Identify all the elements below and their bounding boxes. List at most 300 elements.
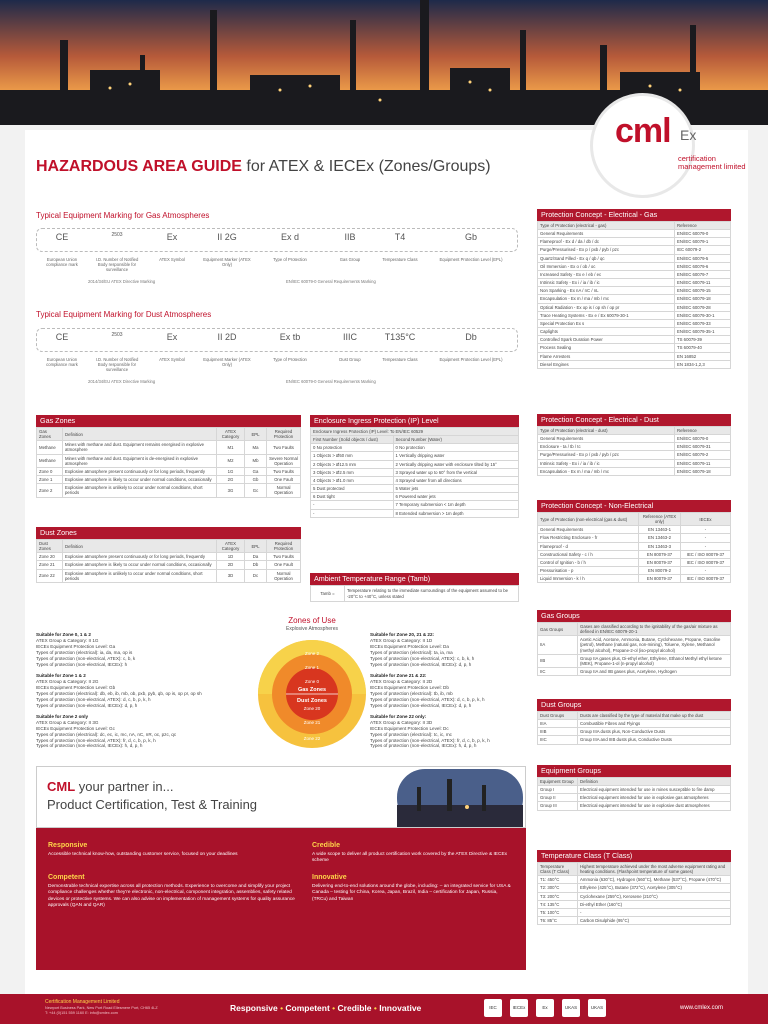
ip-cell: 6 Powered water jets: [393, 493, 518, 501]
innovative-heading: Innovative: [312, 874, 347, 881]
dust-groups-panel: [537, 699, 731, 745]
marking-symbol: Ex d: [280, 232, 299, 242]
logo-subtitle: certification management limited: [678, 154, 746, 172]
ip-row: [311, 452, 519, 460]
temp-class-table: [537, 862, 731, 925]
ring-label: Zone 22: [303, 736, 321, 741]
gas-groups-cell: Group IIA and IIB gases plus, Acetylene, Hydrogen: [578, 668, 731, 676]
zone-suitability-block: [36, 714, 246, 750]
footer-address-line: Newport Business Park, New Port Road Ellesmere Port, CH65 4LZ: [45, 1006, 158, 1010]
ip-cell: 8 Extended submersion > 1m depth: [393, 509, 518, 517]
gas-groups-col: Gas Groups: [538, 623, 578, 636]
pc-dust-row: [538, 467, 731, 475]
marking-item: [264, 232, 316, 263]
ip-subheading: Enclosure Ingress Protection (IP) Level: To EN/IEC 60529: [311, 428, 519, 436]
dust-zones-cell: Normal Operation: [267, 569, 301, 582]
dust-zones-cell: Da: [245, 553, 267, 561]
marking-symbol: Ex: [166, 232, 178, 242]
ambient-table: [310, 585, 519, 602]
cta-line2: Product Certification, Test & Training: [47, 797, 258, 812]
equip-groups-cell: Electrical equipment intended for use in explosive gas atmospheres: [578, 794, 731, 802]
equip-groups-panel: [537, 765, 731, 811]
gas-zones-cell: Methane: [37, 441, 63, 454]
temp-class-cell: Carbon Disulphide (95°C): [578, 917, 731, 925]
gas-zones-row: [37, 454, 301, 467]
footer: [0, 994, 768, 1024]
marking-description: ATEX Symbol: [159, 257, 185, 262]
footer-contact-line: T: +44 (0)151 559 1160 E: info@cmlex.com: [45, 1010, 118, 1015]
pc-gas-cell: Process Sealing: [538, 344, 675, 352]
temp-class-row: [538, 876, 731, 884]
ip-cell: 2 Vertically dripping water with enclosure tilted by 15°: [393, 460, 518, 468]
ip-cell: 0 No protection: [393, 444, 518, 452]
pc-gas-cell: Increased Safety - Ex e / eb / ec: [538, 270, 675, 278]
ambient-panel: [310, 573, 519, 602]
pc-gas-cell: Oil Immersion - Ex o / ob / oc: [538, 262, 675, 270]
dust-groups-row: [538, 720, 731, 728]
dust-groups-cell: IIIC: [538, 736, 578, 744]
pc-gas-cell: Caplights: [538, 328, 675, 336]
pc-gas-cell: EN/IEC 60079-15: [675, 287, 731, 295]
footer-url[interactable]: www.cmlex.com: [680, 1005, 724, 1011]
zone-suitability-heading: Suitable for Zone 2 only: [36, 713, 89, 719]
pc-gas-row: [538, 311, 731, 319]
gas-marking-row: [36, 228, 518, 286]
ip-heading: Enclosure Ingress Protection (IP) Level: [310, 415, 519, 427]
pc-dust-row: [538, 435, 731, 443]
dust-groups-row: [538, 736, 731, 744]
pc-nonel-cell: Flameproof - d: [538, 542, 639, 550]
zones-of-use-sub: Explosive Atmospheres: [286, 625, 338, 632]
ring-label: Gas Zones: [297, 687, 327, 693]
logo-ex-text: Ex: [680, 127, 697, 143]
zone-suitability-line: Types of protection (non-electrical, ATEX): fr, d, c, b, p, k, h: [36, 737, 156, 743]
temp-class-cell: T3: 200°C: [538, 892, 578, 900]
marking-symbol: T4: [394, 232, 406, 242]
gas-zones-cell: M1: [217, 441, 245, 454]
zone-suitability-line: Types of protection (non-electrical, ATEX): c, b, k, h: [370, 655, 475, 661]
innovative-text: Delivering end-to-end solutions around the globe, including: – an integrated service for USA & Canada – testing for China, Korea, Japan, Brazil, India – certification for Japan, Russia, (TRCu) and Taiwan: [312, 884, 511, 902]
pc-nonel-cell: Control of Ignition - b / h: [538, 558, 639, 566]
ip-cell: 2 Objects > Ø12.5 mm: [311, 460, 394, 468]
zone-suitability-line: ATEX Group & Category: II 3G: [36, 719, 99, 725]
ambient-text: Temperature relating to the immediate surroundings of the equipment assumed to be -20°C to +40°C, unless stated: [345, 586, 519, 602]
dust-zones-row: [37, 569, 301, 582]
marking-description: European Union compliance mark: [46, 357, 78, 367]
gas-zones-cell: Explosive atmosphere is likely to occur under normal conditions, occasionally: [63, 476, 217, 484]
pc-gas-cell: General Requirements: [538, 230, 675, 238]
gas-marking-foot-right: EN/IEC 60079-0 General Requirements Marking: [286, 279, 376, 284]
gas-zones-cell: 1G: [217, 467, 245, 475]
footer-company: Certification Management Limited: [45, 999, 120, 1005]
gas-zones-cell: Normal Operation: [267, 484, 301, 497]
marking-item: [264, 332, 316, 363]
ambient-heading: Ambient Temperature Range (Tamb): [310, 573, 519, 585]
zone-suitability-line: Types of protection (electrical): tc, ic, mc: [370, 731, 452, 737]
dust-groups-cell: IIIB: [538, 728, 578, 736]
gas-zones-cell: Gc: [245, 484, 267, 497]
pc-gas-row: [538, 295, 731, 303]
dust-zones-table: [36, 539, 301, 583]
ip-cell: 4 Objects > Ø1.0 mm: [311, 476, 394, 484]
pc-dust-cell: Encapsulation - Ex m / ma / mb / mc: [538, 467, 675, 475]
gas-zones-cell: M2: [217, 454, 245, 467]
gas-zones-col: EPL: [245, 428, 267, 441]
footer-tagline: [230, 1003, 421, 1013]
ip-cell: 1 Vertically dripping water: [393, 452, 518, 460]
temp-class-cell: Ethylene (425°C), Butane (372°C), Acetylene (305°C): [578, 884, 731, 892]
credible-heading: Credible: [312, 842, 341, 849]
gas-zones-cell: Methane: [37, 454, 63, 467]
pc-gas-cell: Flameproof - Ex d / da / db / dc: [538, 238, 675, 246]
pc-nonel-cell: -: [681, 542, 731, 550]
pc-gas-cell: EN/IEC 60079-28: [675, 303, 731, 311]
zone-suitability-line: Types of protection (non-electrical, IECEx): h, d, p, h: [36, 743, 143, 749]
marking-description: ATEX Symbol: [159, 357, 185, 362]
pc-nonel-cell: EN 80079-37: [639, 575, 681, 583]
pc-nonel-row: [538, 526, 731, 534]
pc-gas-col: Type of Protection (electrical - gas): [538, 222, 675, 230]
pc-nonel-cell: Constructional Safety - c / h: [538, 550, 639, 558]
tagline-word: Responsive: [230, 1003, 278, 1013]
credible-text: A wide scope to deliver all product certification work covered by the ATEX Directive & IECEx scheme: [312, 852, 508, 864]
temp-class-cell: Di-ethyl Ether (160°C): [578, 900, 731, 908]
temp-class-row: [538, 884, 731, 892]
pc-gas-row: [538, 287, 731, 295]
pc-nonel-row: [538, 575, 731, 583]
dust-zones-panel: [36, 527, 301, 583]
temp-class-cell: T2: 300°C: [538, 884, 578, 892]
zone-suitability-line: IECEx Equipment Protection Level: Gb: [36, 684, 116, 690]
tagline-sep: •: [329, 1003, 338, 1013]
zone-suitability-line: Types of protection (electrical): ia, da, ma, op is: [36, 649, 133, 655]
pc-gas-cell: Optical Radiation - Ex op is / op sh / op pr: [538, 303, 675, 311]
ip-cell: -: [311, 509, 394, 517]
pc-gas-cell: Encapsulation - Ex m / ma / mb / mc: [538, 295, 675, 303]
marking-item: [324, 232, 376, 263]
dust-groups-heading: Dust Groups: [537, 699, 731, 711]
gas-groups-cell: IIA: [538, 636, 578, 654]
temp-class-cell: Cyclohexane (259°C), Kerosene (210°C): [578, 892, 731, 900]
marking-item: [91, 232, 143, 272]
pc-gas-cell: EN/IEC 60079-5: [675, 254, 731, 262]
gas-groups-cell: Acetic Acid, Acetone, Ammonia, Butane, Cyclohexane, Propane, Gasoline (petrol), Methane (natural gas, non-mining), Toluene, Xylene, Methanol (methyl alcohol), Propane-2-ol (iso-propyl alcohol): [578, 636, 731, 654]
zone-suitability-block: [36, 632, 246, 668]
gas-zones-heading: Gas Zones: [36, 415, 301, 427]
gas-zones-cell: Explosive atmosphere is unlikely to occur under normal conditions, short periods: [63, 484, 217, 497]
ip-cell: 5 Water jets: [393, 485, 518, 493]
zone-suitability-line: Types of protection (non-electrical, ATEX): fr, d, c, b, p, k, h: [370, 737, 490, 743]
gas-zones-row: [37, 467, 301, 475]
iecex-logo: IECEx: [510, 999, 528, 1017]
pc-dust-row: [538, 443, 731, 451]
ip-panel: [310, 415, 519, 518]
logo-cml-text: cml: [615, 112, 671, 150]
dust-marking-foot-left: 2014/34/EU ATEX Directive Marking: [88, 379, 156, 384]
pc-gas-cell: IEC 60079-2: [675, 246, 731, 254]
pc-dust-col: Type of Protection (electrical - dust): [538, 427, 675, 435]
marking-description: Equipment Marker (ATEX Only): [203, 357, 251, 367]
dust-marking-heading: Typical Equipment Marking for Dust Atmospheres: [36, 310, 212, 319]
ip-col: Second Number (Water): [393, 436, 518, 444]
gas-zones-cell: Mines with methane and dust. Equipment is de-energised in explosive atmosphere: [63, 454, 217, 467]
pc-gas-cell: EN 16852: [675, 352, 731, 360]
gas-zones-cell: Zone 0: [37, 467, 63, 475]
marking-item: [36, 332, 88, 368]
pc-gas-row: [538, 352, 731, 360]
zones-right-list: [370, 632, 530, 754]
pc-gas-row: [538, 360, 731, 368]
marking-symbol: 2503: [111, 232, 123, 238]
pc-gas-cell: EN 1834-1,2,3: [675, 360, 731, 368]
gas-zones-cell: Ma: [245, 441, 267, 454]
pc-nonel-row: [538, 550, 731, 558]
dust-zones-cell: Two Faults: [267, 553, 301, 561]
equip-groups-table: [537, 777, 731, 811]
marking-item: [436, 232, 506, 263]
pc-gas-cell: EN/IEC 60079-30-1: [675, 311, 731, 319]
equip-groups-cell: Electrical equipment intended for use in mines susceptible to fire damp: [578, 786, 731, 794]
ip-cell: -: [311, 501, 394, 509]
marking-symbol: Gb: [464, 232, 477, 242]
pc-dust-heading: Protection Concept - Electrical - Dust: [537, 414, 731, 426]
zone-suitability-line: ATEX Group & Category: II 2G: [36, 678, 99, 684]
pc-nonel-cell: EN 13463-3: [639, 542, 681, 550]
values-block: [36, 828, 526, 970]
marking-description: Temperature Class: [382, 357, 418, 362]
zone-suitability-heading: Suitable for Zone 21 & 22:: [370, 672, 427, 678]
dust-zones-cell: Zone 21: [37, 561, 63, 569]
pc-dust-col: Reference: [675, 427, 731, 435]
dust-zones-cell: 2D: [217, 561, 245, 569]
pc-gas-col: Reference: [675, 222, 731, 230]
zone-suitability-line: ATEX Group & Category: II 1D: [370, 637, 433, 643]
pc-gas-cell: Controlled Spark Duration Power: [538, 336, 675, 344]
gas-groups-table: [537, 622, 731, 676]
marking-item: [201, 232, 253, 268]
ring-label: Zone 2: [304, 651, 320, 656]
marking-description: Temperature Class: [382, 257, 418, 262]
dust-zones-cell: Zone 20: [37, 553, 63, 561]
pc-gas-row: [538, 319, 731, 327]
gas-zones-panel: [36, 415, 301, 498]
zone-suitability-line: Types of protection (electrical): dc, ec, ic, mc, nA, nC, nR, oc, pzc, qc: [36, 731, 177, 737]
tagline-sep: •: [277, 1003, 286, 1013]
pc-gas-cell: TS 60079-40: [675, 344, 731, 352]
pc-nonel-cell: General Requirements: [538, 526, 639, 534]
pc-gas-cell: EN/IEC 60079-0: [675, 230, 731, 238]
ip-col: First Number (Solid objects / dust): [311, 436, 394, 444]
responsive-heading: Responsive: [48, 842, 88, 849]
temp-class-heading: Temperature Class (T Class): [537, 850, 731, 862]
cta-image: [397, 769, 523, 827]
pc-gas-row: [538, 238, 731, 246]
cta-line1-rest: your partner in...: [75, 779, 174, 794]
gas-groups-cell: IIB: [538, 654, 578, 667]
pc-nonel-cell: IEC / ISO 80079-37: [681, 558, 731, 566]
zone-suitability-line: IECEx Equipment Protection Level: Da: [370, 643, 449, 649]
ip-row: [311, 493, 519, 501]
temp-class-cell: Ammonia (630°C), Hydrogen (560°C), Methane (537°C), Propane (470°C): [578, 876, 731, 884]
zone-suitability-line: IECEx Equipment Protection Level: Dc: [370, 725, 449, 731]
zone-suitability-line: ATEX Group & Category: II 3D: [370, 719, 433, 725]
zone-suitability-block: [36, 673, 246, 709]
pc-gas-cell: Intrinsic Safety - Ex i / ia / ib / ic: [538, 279, 675, 287]
pc-nonel-cell: Liquid Immersion - k / h: [538, 575, 639, 583]
dust-zones-row: [37, 561, 301, 569]
gas-zones-cell: Explosive atmosphere present continuously or for long periods, frequently: [63, 467, 217, 475]
pc-gas-cell: Flame Arresters: [538, 352, 675, 360]
pc-dust-cell: Enclosure - ta / tb / tc: [538, 443, 675, 451]
gas-groups-heading: Gas Groups: [537, 610, 731, 622]
pc-gas-cell: EN/IEC 60079-7: [675, 270, 731, 278]
marking-symbol: Ex: [166, 332, 178, 342]
marking-item: [201, 332, 253, 368]
pc-gas-cell: EN/IEC 60079-6: [675, 262, 731, 270]
pc-gas-heading: Protection Concept - Electrical - Gas: [537, 209, 731, 221]
pc-gas-row: [538, 230, 731, 238]
pc-nonel-cell: EN 13463-2: [639, 534, 681, 542]
marking-description: European Union compliance mark: [46, 257, 78, 267]
cta-brand: CML: [47, 779, 76, 794]
zone-suitability-line: Types of protection (non-electrical, ATEX): d, c, b, p, k, h: [370, 696, 485, 702]
marking-symbol: II 2D: [217, 332, 237, 342]
zone-suitability-block: [370, 632, 530, 668]
temp-class-row: [538, 908, 731, 916]
temp-class-cell: T6: 85°C: [538, 917, 578, 925]
competent-text: Demonstrable technical expertise across all protection methods. Experience to overcome and simplify your project compliance challenges whether they're electronic, non-electrical, component integration, assemblies, safety related devices or protective systems. We can also advise on implementation of management systems for quality assurance approvals (QAN and QAR): [48, 884, 295, 909]
dust-zones-col: EPL: [245, 540, 267, 553]
gas-zones-row: [37, 441, 301, 454]
equip-groups-heading: Equipment Groups: [537, 765, 731, 777]
pc-gas-row: [538, 303, 731, 311]
pc-gas-row: [538, 262, 731, 270]
dust-groups-row: [538, 728, 731, 736]
dust-zones-col: Dust Zones: [37, 540, 63, 553]
temp-class-row: [538, 892, 731, 900]
temp-class-panel: [537, 850, 731, 925]
dust-groups-cell: Group IIIA and IIIB dusts plus, Conductive Dusts: [578, 736, 731, 744]
temp-class-col: Highest temperature achieved under the most adverse equipment rating and heating conditions. (Flashpoint temperature of some gases): [578, 863, 731, 876]
marking-item: [146, 232, 198, 263]
pc-nonel-cell: EN 80079-37: [639, 558, 681, 566]
dust-zones-cell: One Fault: [267, 561, 301, 569]
marking-symbol: CE: [55, 332, 69, 342]
zones-of-use-title: [232, 616, 392, 632]
dust-zones-cell: 1D: [217, 553, 245, 561]
marking-symbol: 2503: [111, 332, 123, 338]
zone-suitability-line: IECEx Equipment Protection Level: Ga: [36, 643, 116, 649]
zone-suitability-block: [370, 714, 530, 750]
marking-description: I.D. Number of Notified Body responsible for surveillance: [95, 357, 139, 372]
marking-description: Equipment Protection Level (EPL): [439, 257, 503, 262]
pc-gas-cell: Trace Heating Systems - Ex e / Ex 60079-30-1: [538, 311, 675, 319]
ip-row: [311, 460, 519, 468]
competent-heading: Competent: [48, 874, 85, 881]
pc-nonel-col: Reference (ATEX only): [639, 513, 681, 526]
ip-cell: 3 Objects > Ø2.5 mm: [311, 468, 394, 476]
temp-class-row: [538, 900, 731, 908]
marking-item: [436, 332, 506, 363]
pc-dust-cell: EN/IEC 60079-2: [675, 451, 731, 459]
pc-nonel-row: [538, 534, 731, 542]
gas-zones-row: [37, 484, 301, 497]
pc-dust-row: [538, 451, 731, 459]
gas-zones-col: Required Protection: [267, 428, 301, 441]
pc-nonel-col: Type of Protection (non-electrical (gas & dust): [538, 513, 639, 526]
gas-groups-col: Gases are classified according to the ignitability of the gas/air mixture as defined in EN/IEC 60079-20-1: [578, 623, 731, 636]
dust-marking-row: [36, 328, 518, 386]
pc-gas-panel: [537, 209, 731, 369]
pc-gas-row: [538, 336, 731, 344]
dust-zones-col: ATEX Category: [217, 540, 245, 553]
ring-label: Zone 0: [304, 679, 320, 684]
zone-suitability-line: Types of protection (non-electrical, IECEx): h, d, p, h: [370, 743, 477, 749]
temp-class-cell: -: [578, 908, 731, 916]
dust-zones-cell: Dc: [245, 569, 267, 582]
dust-zones-row: [37, 553, 301, 561]
dust-zones-cell: Explosive atmosphere is likely to occur under normal conditions, occasionally: [63, 561, 217, 569]
temp-class-row: [538, 917, 731, 925]
marking-symbol: CE: [55, 232, 69, 242]
pc-gas-row: [538, 254, 731, 262]
gas-zones-table: [36, 427, 301, 498]
ip-row: [311, 509, 519, 517]
marking-symbol: T135°C: [384, 332, 416, 342]
pc-nonel-row: [538, 542, 731, 550]
pc-dust-row: [538, 459, 731, 467]
marking-symbol: IIIC: [342, 332, 357, 342]
title-rest: for ATEX & IECEx (Zones/Groups): [241, 158, 491, 175]
ip-cell: 3 Sprayed water up to 60° from the vertical: [393, 468, 518, 476]
gas-groups-panel: [537, 610, 731, 676]
pc-gas-cell: EN/IEC 60079-33: [675, 319, 731, 327]
pc-dust-cell: Intrinsic Safety - Ex i / ia / ib / ic: [538, 459, 675, 467]
gas-zones-cell: Mines with methane and dust. Equipment remains energised in explosive atmosphere: [63, 441, 217, 454]
equip-groups-cell: Group III: [538, 802, 578, 810]
pc-nonel-row: [538, 567, 731, 575]
pc-gas-cell: Purge/Pressurised - Ex p / pxb / pyb / pzc: [538, 246, 675, 254]
dust-marking-foot-right: EN/IEC 60079-0 General Requirements Marking: [286, 379, 376, 384]
dust-zones-col: Definition: [63, 540, 217, 553]
ambient-label: Tamb =: [311, 586, 345, 602]
responsive-text: Accessible technical know-how, outstanding customer service, focused on your deadlines: [48, 852, 238, 857]
pc-gas-cell: EN/IEC 60079-35-1: [675, 328, 731, 336]
cta-line1: [47, 779, 173, 795]
gas-groups-row: [538, 654, 731, 667]
ring-label: Zone 20: [303, 706, 321, 711]
page-title: [36, 157, 491, 176]
ip-cell: 1 Objects > Ø50 mm: [311, 452, 394, 460]
zones-diagram: [252, 638, 372, 750]
pc-dust-cell: EN/IEC 60079-0: [675, 435, 731, 443]
pc-dust-table: [537, 426, 731, 476]
zone-suitability-line: Types of protection (non-electrical, IECEx): d, p, h: [370, 661, 472, 667]
gas-zones-cell: Two Faults: [267, 467, 301, 475]
zone-suitability-line: Types of protection (electrical): ta, ia, ma: [370, 649, 453, 655]
dust-zones-heading: Dust Zones: [36, 527, 301, 539]
marking-description: Type of Protection: [273, 257, 307, 262]
zone-suitability-block: [370, 673, 530, 709]
dust-zones-cell: Zone 22: [37, 569, 63, 582]
dust-groups-table: [537, 711, 731, 745]
pc-gas-row: [538, 328, 731, 336]
gas-groups-row: [538, 668, 731, 676]
dust-groups-cell: IIIA: [538, 720, 578, 728]
gas-zones-col: Definition: [63, 428, 217, 441]
footer-address: [45, 1006, 158, 1016]
pc-gas-cell: EN/IEC 60079-1: [675, 238, 731, 246]
